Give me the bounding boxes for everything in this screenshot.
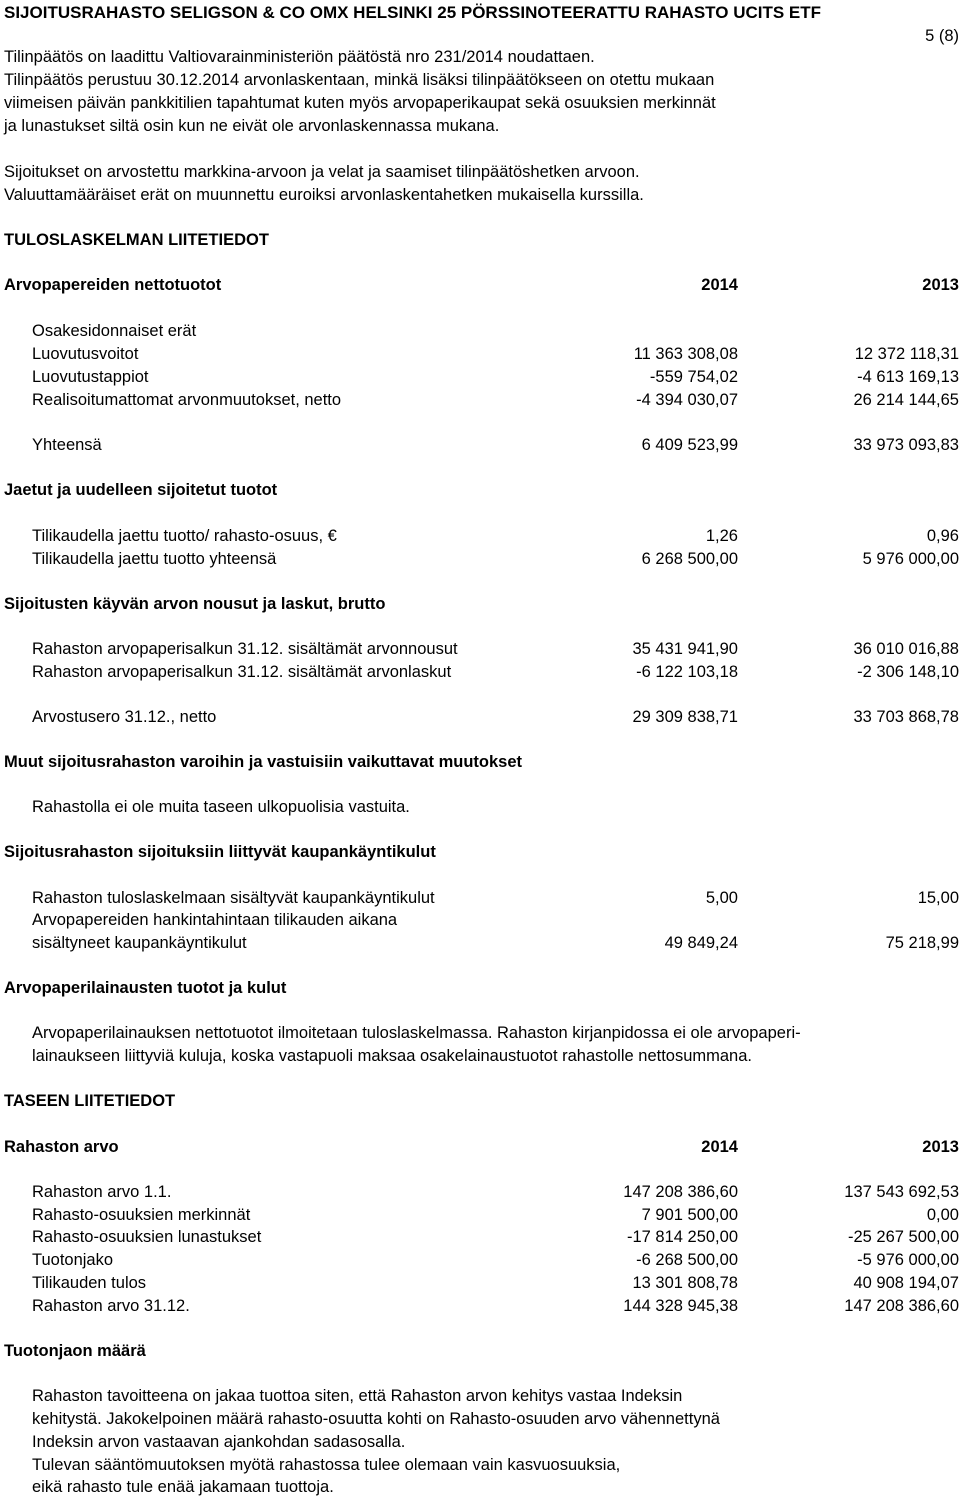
column-year-2013: 2013 [922,1138,959,1156]
table-row-value-2014: 5,00 [705,889,738,907]
table-row-label: sisältyneet kaupankäyntikulut [32,934,247,952]
trading-costs-heading: Sijoitusrahaston sijoituksiin liittyvät kaupankäyntikulut [4,843,436,861]
table-row-value-2014: -4 394 030,07 [636,391,738,409]
lending-text-line: Arvopaperilainauksen nettotuotot ilmoitetaan tuloslaskelmassa. Rahaston kirjanpidossa ei ole arvopaperi- [32,1024,801,1042]
table-row-label: Rahaston arvopaperisalkun 31.12. sisältämät arvonnousut [32,640,458,658]
distribution-text-line: Indeksin arvon vastaavan ajankohdan sadasosalla. [32,1433,406,1451]
table-row-value-2013: -5 976 000,00 [857,1251,959,1269]
total-row-label: Arvostusero 31.12., netto [32,708,217,726]
table-row-value-2013: 5 976 000,00 [862,550,959,568]
total-row-label: Yhteensä [32,436,102,454]
net-income-subheading: Osakesidonnaiset erät [32,322,197,340]
lending-text-line: lainaukseen liittyviä kuluja, koska vastapuoli maksaa osakelainaustuotot rahastolle nettosummana. [32,1047,752,1065]
total-row-value-2014: 6 409 523,99 [641,436,738,454]
total-row-value-2014: 29 309 838,71 [632,708,738,726]
intro-line: Tilinpäätös on laadittu Valtiovarainministeriön päätöstä nro 231/2014 noudattaen. [4,48,595,66]
intro-line: ja lunastukset siltä osin kun ne eivät ole arvonlaskennassa mukana. [4,117,500,135]
table-row-label: Rahasto-osuuksien merkinnät [32,1206,251,1224]
table-row-value-2013: 40 908 194,07 [853,1274,959,1292]
table-row-value-2014: 35 431 941,90 [632,640,738,658]
table-row-label: Rahaston arvo 31.12. [32,1297,190,1315]
table-row-label: Rahaston tuloslaskelmaan sisältyvät kaupankäyntikulut [32,889,435,907]
table-row-value-2013: 137 543 692,53 [844,1183,959,1201]
table-row-value-2013: 0,00 [926,1206,959,1224]
table-row-label: Rahasto-osuuksien lunastukset [32,1228,262,1246]
table-row-value-2013: 0,96 [926,527,959,545]
table-row-label: Tilikaudella jaettu tuotto yhteensä [32,550,277,568]
table-row-label: Tuotonjako [32,1251,114,1269]
table-row-value-2014: -17 814 250,00 [626,1228,738,1246]
table-row-value-2014: 144 328 945,38 [623,1297,738,1315]
valuation-line: Sijoitukset on arvostettu markkina-arvoon ja velat ja saamiset tilinpäätöshetken arvoon. [4,163,640,181]
distributed-heading: Jaetut ja uudelleen sijoitetut tuotot [4,481,278,499]
lending-heading: Arvopaperilainausten tuotot ja kulut [4,979,287,997]
table-row-value-2013: 15,00 [917,889,959,907]
table-row-label: Arvopapereiden hankintahintaan tilikauden aikana [32,911,398,929]
table-row-label: Realisoitumattomat arvonmuutokset, netto [32,391,342,409]
income-notes-heading: TULOSLASKELMAN LIITETIEDOT [4,231,269,249]
table-row-value-2014: 6 268 500,00 [641,550,738,568]
table-row-value-2014: 49 849,24 [664,934,738,952]
document-title: SIJOITUSRAHASTO SELIGSON & CO OMX HELSINKI 25 PÖRSSINOTEERATTU RAHASTO UCITS ETF [4,3,822,22]
total-row-value-2013: 33 973 093,83 [853,436,959,454]
table-row-label: Luovutustappiot [32,368,149,386]
table-row-value-2013: -25 267 500,00 [847,1228,959,1246]
table-row-label: Rahaston arvo 1.1. [32,1183,172,1201]
intro-line: Tilinpäätös perustuu 30.12.2014 arvonlaskentaan, minkä lisäksi tilinpäätökseen on otettu mukaan [4,71,715,89]
table-row-label: Tilikauden tulos [32,1274,147,1292]
table-row-value-2014: -6 268 500,00 [636,1251,738,1269]
intro-line: viimeisen päivän pankkitilien tapahtumat kuten myös arvopaperikaupat sekä osuuksien merkinnät [4,94,716,112]
other-changes-heading: Muut sijoitusrahaston varoihin ja vastuisiin vaikuttavat muutokset [4,753,523,771]
table-row-value-2013: -2 306 148,10 [857,663,959,681]
distribution-text-line: Tulevan sääntömuutoksen myötä rahastossa tulee olemaan vain kasvuosuuksia, [32,1456,621,1474]
table-row-value-2013: 12 372 118,31 [854,345,959,363]
distribution-heading: Tuotonjaon määrä [4,1342,146,1360]
table-row-value-2014: 13 301 808,78 [632,1274,738,1292]
table-row-value-2014: -559 754,02 [649,368,738,386]
table-row-value-2014: 1,26 [705,527,738,545]
total-row-value-2013: 33 703 868,78 [853,708,959,726]
table-row-value-2014: -6 122 103,18 [636,663,738,681]
page-number: 5 (8) [925,27,959,45]
table-row-value-2014: 11 363 308,08 [633,345,738,363]
table-row-label: Rahaston arvopaperisalkun 31.12. sisältämät arvonlaskut [32,663,452,681]
column-year-2014: 2014 [701,276,738,294]
table-row-value-2013: -4 613 169,13 [857,368,959,386]
table-row-value-2013: 75 218,99 [885,934,959,952]
fair-value-heading: Sijoitusten käyvän arvon nousut ja laskut, brutto [4,595,386,613]
table-row-value-2013: 36 010 016,88 [853,640,959,658]
distribution-text-line: eikä rahasto tule enää jakamaan tuottoja. [32,1478,334,1496]
net-income-heading: Arvopapereiden nettotuotot [4,276,222,294]
balance-notes-heading: TASEEN LIITETIEDOT [4,1092,176,1110]
distribution-text-line: Rahaston tavoitteena on jakaa tuottoa siten, että Rahaston arvon kehitys vastaa Indeksin [32,1387,683,1405]
column-year-2013: 2013 [922,276,959,294]
column-year-2014: 2014 [701,1138,738,1156]
table-row-label: Luovutusvoitot [32,345,139,363]
table-row-value-2014: 147 208 386,60 [623,1183,738,1201]
distribution-text-line: kehitystä. Jakokelpoinen määrä rahasto-osuutta kohti on Rahasto-osuuden arvo vähennettynä [32,1410,720,1428]
fund-value-heading: Rahaston arvo [4,1138,119,1156]
table-row-value-2013: 147 208 386,60 [844,1297,959,1315]
table-row-value-2013: 26 214 144,65 [853,391,959,409]
valuation-line: Valuuttamääräiset erät on muunnettu euroiksi arvonlaskentahetken mukaisella kurssilla. [4,186,644,204]
table-row-label: Tilikaudella jaettu tuotto/ rahasto-osuus, € [32,527,337,545]
other-changes-text: Rahastolla ei ole muita taseen ulkopuolisia vastuita. [32,798,410,816]
table-row-value-2014: 7 901 500,00 [641,1206,738,1224]
